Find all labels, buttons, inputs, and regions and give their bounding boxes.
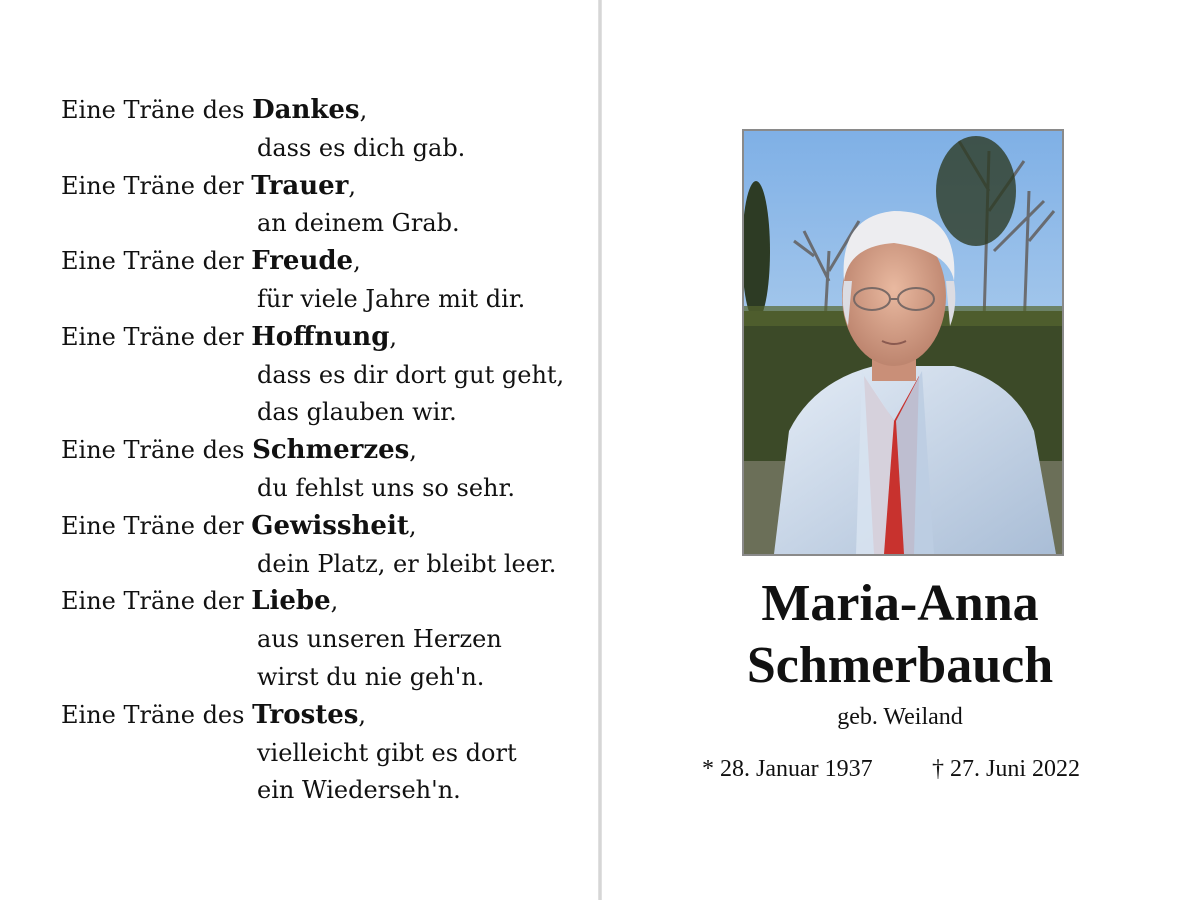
poem-line-prefix: Eine Träne des [61,436,253,465]
poem-line: du fehlst uns so sehr. [257,473,515,502]
maiden-name: geb. Weiland [837,704,963,730]
poem-keyword: Liebe [251,586,331,617]
poem-line-suffix: , [359,96,368,124]
poem-line: ein Wiederseh'n. [257,776,461,805]
poem-line-suffix: , [330,587,339,616]
deceased-first-name: Maria-Anna [761,575,1039,632]
birth-date: * 28. Januar 1937 [702,756,873,782]
poem-line: dein Platz, er bleibt leer. [257,549,557,578]
card-fold [598,0,602,900]
poem-line [61,697,581,735]
poem-line: wirst du nie geh'n. [257,662,485,691]
poem-line: für viele Jahre mit dir. [257,284,526,313]
poem-line-suffix: , [409,436,417,465]
poem-line: das glauben wir. [257,398,457,427]
memorial-poem [61,92,581,810]
portrait-image [744,131,1062,554]
poem-keyword: Gewissheit [251,510,409,541]
poem-line-suffix: , [348,171,357,200]
poem-line-prefix: Eine Träne der [61,171,252,200]
poem-keyword: Freude [251,246,354,277]
poem-line-prefix: Eine Träne des [61,96,253,124]
poem-keyword: Schmerzes [252,435,410,466]
poem-line [61,583,581,621]
poem-line: an deinem Grab. [257,209,460,238]
poem-line-prefix: Eine Träne der [61,247,252,276]
poem-line: vielleicht gibt es dort [257,738,517,767]
poem-keyword: Hoffnung [251,321,390,352]
poem-line-suffix: , [353,247,361,276]
poem-line-prefix: Eine Träne des [61,700,253,729]
poem-line [61,243,581,281]
poem-line-prefix: Eine Träne der [61,587,252,616]
poem-line [61,168,581,206]
poem-line-suffix: , [389,322,398,351]
poem-line-prefix: Eine Träne der [61,511,252,540]
poem-keyword: Trauer [251,170,349,201]
poem-keyword: Dankes [252,95,360,125]
poem-line-prefix: Eine Träne der [61,322,252,351]
poem-line-suffix: , [358,700,367,729]
poem-keyword: Trostes [252,699,359,730]
poem-line-suffix: , [408,511,417,540]
poem-line [61,319,581,357]
deceased-last-name: Schmerbauch [746,637,1054,694]
poem-line: aus unseren Herzen [257,625,502,654]
poem-line: dass es dich gab. [257,133,466,162]
poem-line: dass es dir dort gut geht, [257,360,565,389]
poem-line [61,92,581,130]
death-date: † 27. Juni 2022 [932,756,1081,782]
portrait-photo [742,129,1064,556]
poem-line [61,432,581,470]
poem-line [61,508,581,546]
